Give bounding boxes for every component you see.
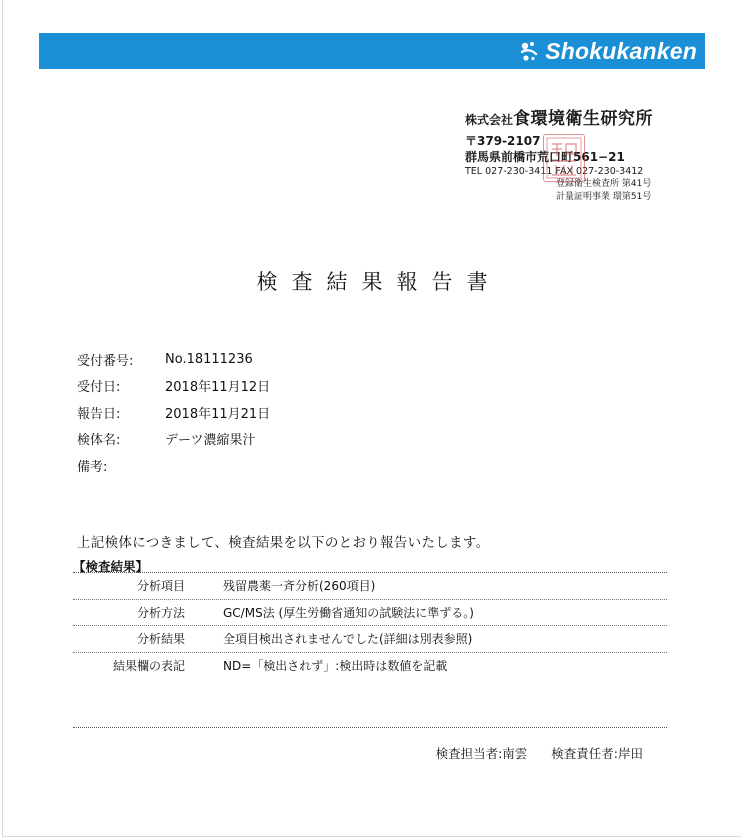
company-address: 群馬県前橋市荒口町561−21 — [465, 150, 625, 164]
sample-label: 検体名: — [77, 433, 121, 449]
receipt-date-row — [77, 373, 270, 400]
report-page — [2, 0, 741, 837]
brand-logo — [517, 37, 697, 65]
company-name: 食環境衛生研究所 — [513, 109, 654, 129]
receipt-no-row — [77, 346, 270, 373]
result-value: GC/MS法 (厚生労働省通知の試験法に準ずる。) — [223, 605, 474, 620]
table-row — [73, 653, 667, 679]
results-heading: 【検査結果】 — [73, 559, 149, 574]
report-statement: 上記検体につきまして、検査結果を以下のとおり報告いたします。 — [77, 535, 490, 551]
remarks-row — [77, 452, 270, 479]
receipt-no-value: No.18111236 — [165, 351, 253, 367]
result-key: 分析方法 — [136, 605, 185, 620]
company-registration-2: 計量証明事業 環第51号 — [556, 192, 652, 202]
table-row — [73, 626, 667, 653]
company-postal: 〒379-2107 — [465, 134, 541, 148]
brand-mark-icon — [517, 39, 541, 63]
result-value: ND=「検出されず」:検出時は数値を記載 — [223, 658, 448, 673]
receipt-date-value: 2018年11月12日 — [165, 380, 271, 396]
page-title: 検査結果報告書 — [256, 270, 502, 294]
table-row — [73, 573, 667, 600]
results-table — [73, 572, 667, 678]
receipt-no-label: 受付番号: — [77, 353, 134, 369]
company-registration-1: 登録衛生検査所 第41号 — [556, 179, 652, 189]
sample-row — [77, 426, 270, 453]
receipt-info — [77, 346, 270, 479]
sample-value: デーツ濃縮果汁 — [165, 433, 256, 449]
result-key: 結果欄の表記 — [112, 658, 185, 673]
company-seal — [543, 134, 585, 182]
result-key: 分析結果 — [136, 632, 185, 647]
header-banner — [39, 33, 705, 69]
result-value: 全項目検出されませんでした(詳細は別表参照) — [223, 632, 473, 647]
company-tel-fax: TEL 027-230-3411 FAX 027-230-3412 — [465, 166, 644, 177]
table-row — [73, 600, 667, 627]
remarks-label: 備考: — [77, 459, 108, 475]
company-type: 株式会社 — [465, 113, 514, 127]
report-date-value: 2018年11月21日 — [165, 406, 271, 422]
result-key: 分析項目 — [136, 579, 185, 594]
seal-stamp-icon — [544, 135, 584, 181]
results-end-divider — [73, 727, 667, 728]
result-value: 残留農薬一斉分析(260項目) — [223, 579, 376, 594]
signatures — [436, 744, 643, 762]
report-date-label: 報告日: — [77, 406, 121, 422]
inspector-signature: 検査担当者:南雲 — [435, 746, 528, 761]
receipt-date-label: 受付日: — [77, 380, 121, 396]
supervisor-signature: 検査責任者:岸田 — [551, 746, 643, 761]
report-date-row — [77, 399, 270, 426]
brand-name: Shokukanken — [545, 37, 697, 64]
